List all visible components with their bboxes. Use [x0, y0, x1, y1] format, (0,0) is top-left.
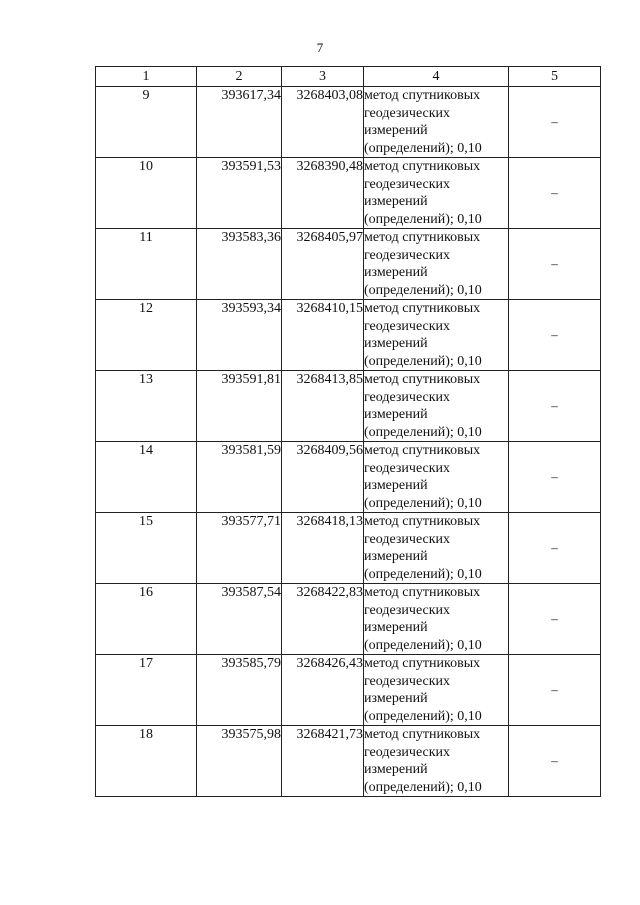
method-line: геодезических	[364, 247, 451, 263]
method-line: измерений	[364, 620, 428, 635]
column-header-3: 3	[282, 67, 364, 87]
x-coordinate-cell: 393575,98	[197, 726, 282, 797]
point-number-cell: 18	[96, 726, 197, 797]
x-coordinate-cell: 393591,53	[197, 158, 282, 229]
table-row	[96, 584, 601, 655]
column-header-5: 5	[509, 67, 601, 87]
method-line: геодезических	[364, 673, 451, 689]
point-number-cell: 13	[96, 371, 197, 442]
point-number-cell: 9	[96, 87, 197, 158]
method-cell	[364, 158, 509, 229]
method-line: (определений); 0,10	[364, 779, 482, 795]
y-coordinate-cell: 3268422,83	[282, 584, 364, 655]
method-line: метод спутниковых	[364, 301, 481, 316]
y-coordinate-cell: 3268390,48	[282, 158, 364, 229]
y-coordinate-cell: 3268405,97	[282, 229, 364, 300]
y-coordinate-cell: 3268426,43	[282, 655, 364, 726]
y-coordinate-cell: 3268410,15	[282, 300, 364, 371]
point-number-cell: 15	[96, 513, 197, 584]
table-row	[96, 371, 601, 442]
method-line: метод спутниковых	[364, 230, 481, 245]
point-number-cell: 17	[96, 655, 197, 726]
method-line: метод спутниковых	[364, 514, 481, 529]
column-header-4: 4	[364, 67, 509, 87]
method-line: геодезических	[364, 318, 451, 334]
method-line: метод спутниковых	[364, 443, 481, 458]
method-cell	[364, 584, 509, 655]
y-coordinate-cell: 3268413,85	[282, 371, 364, 442]
method-cell	[364, 726, 509, 797]
method-line: (определений); 0,10	[364, 637, 482, 653]
table-header-row	[96, 67, 601, 87]
method-line: метод спутниковых	[364, 585, 481, 600]
note-dash: –	[551, 326, 558, 342]
method-line: геодезических	[364, 176, 451, 192]
method-cell	[364, 300, 509, 371]
note-dash: –	[551, 113, 558, 129]
x-coordinate-cell: 393585,79	[197, 655, 282, 726]
method-line: (определений); 0,10	[364, 353, 482, 369]
note-cell	[509, 158, 601, 229]
method-line: метод спутниковых	[364, 88, 481, 103]
note-cell	[509, 726, 601, 797]
x-coordinate-cell: 393577,71	[197, 513, 282, 584]
y-coordinate-cell: 3268409,56	[282, 442, 364, 513]
method-line: измерений	[364, 265, 428, 280]
method-line: геодезических	[364, 531, 451, 547]
x-coordinate-cell: 393617,34	[197, 87, 282, 158]
point-number-cell: 12	[96, 300, 197, 371]
method-cell	[364, 371, 509, 442]
point-number-cell: 16	[96, 584, 197, 655]
table-row	[96, 655, 601, 726]
table-row	[96, 726, 601, 797]
method-line: измерений	[364, 691, 428, 706]
note-cell	[509, 229, 601, 300]
page-number: 7	[316, 40, 324, 55]
x-coordinate-cell: 393587,54	[197, 584, 282, 655]
method-line: (определений); 0,10	[364, 211, 482, 227]
table-row	[96, 87, 601, 158]
method-line: метод спутниковых	[364, 656, 481, 671]
method-line: измерений	[364, 123, 428, 138]
note-cell	[509, 442, 601, 513]
method-line: метод спутниковых	[364, 727, 481, 742]
note-dash: –	[551, 397, 558, 413]
method-line: геодезических	[364, 602, 451, 618]
method-line: метод спутниковых	[364, 372, 481, 387]
method-line: (определений); 0,10	[364, 140, 482, 156]
method-line: (определений); 0,10	[364, 282, 482, 298]
method-line: измерений	[364, 336, 428, 351]
method-line: измерений	[364, 407, 428, 422]
method-line: измерений	[364, 478, 428, 493]
table-row	[96, 513, 601, 584]
method-cell	[364, 229, 509, 300]
method-line: измерений	[364, 549, 428, 564]
method-cell	[364, 513, 509, 584]
x-coordinate-cell: 393593,34	[197, 300, 282, 371]
column-header-1: 1	[96, 67, 197, 87]
point-number-cell: 11	[96, 229, 197, 300]
note-dash: –	[551, 468, 558, 484]
note-cell	[509, 513, 601, 584]
method-line: (определений); 0,10	[364, 708, 482, 724]
y-coordinate-cell: 3268421,73	[282, 726, 364, 797]
table-row	[96, 442, 601, 513]
y-coordinate-cell: 3268403,08	[282, 87, 364, 158]
x-coordinate-cell: 393583,36	[197, 229, 282, 300]
method-line: метод спутниковых	[364, 159, 481, 174]
note-cell	[509, 655, 601, 726]
x-coordinate-cell: 393581,59	[197, 442, 282, 513]
note-cell	[509, 584, 601, 655]
method-line: геодезических	[364, 744, 451, 760]
note-cell	[509, 87, 601, 158]
note-dash: –	[551, 255, 558, 271]
table-row	[96, 158, 601, 229]
method-line: (определений); 0,10	[364, 424, 482, 440]
method-line: (определений); 0,10	[364, 495, 482, 511]
column-header-2: 2	[197, 67, 282, 87]
note-dash: –	[551, 681, 558, 697]
note-dash: –	[551, 610, 558, 626]
x-coordinate-cell: 393591,81	[197, 371, 282, 442]
method-line: геодезических	[364, 460, 451, 476]
method-line: геодезических	[364, 389, 451, 405]
note-cell	[509, 371, 601, 442]
method-line: (определений); 0,10	[364, 566, 482, 582]
note-cell	[509, 300, 601, 371]
method-line: измерений	[364, 194, 428, 209]
note-dash: –	[551, 539, 558, 555]
note-dash: –	[551, 752, 558, 768]
note-dash: –	[551, 184, 558, 200]
method-cell	[364, 655, 509, 726]
table-row	[96, 300, 601, 371]
point-number-cell: 10	[96, 158, 197, 229]
method-cell	[364, 442, 509, 513]
coordinates-table	[95, 66, 601, 797]
method-line: измерений	[364, 762, 428, 777]
point-number-cell: 14	[96, 442, 197, 513]
y-coordinate-cell: 3268418,13	[282, 513, 364, 584]
method-line: геодезических	[364, 105, 451, 121]
table-row	[96, 229, 601, 300]
method-cell	[364, 87, 509, 158]
